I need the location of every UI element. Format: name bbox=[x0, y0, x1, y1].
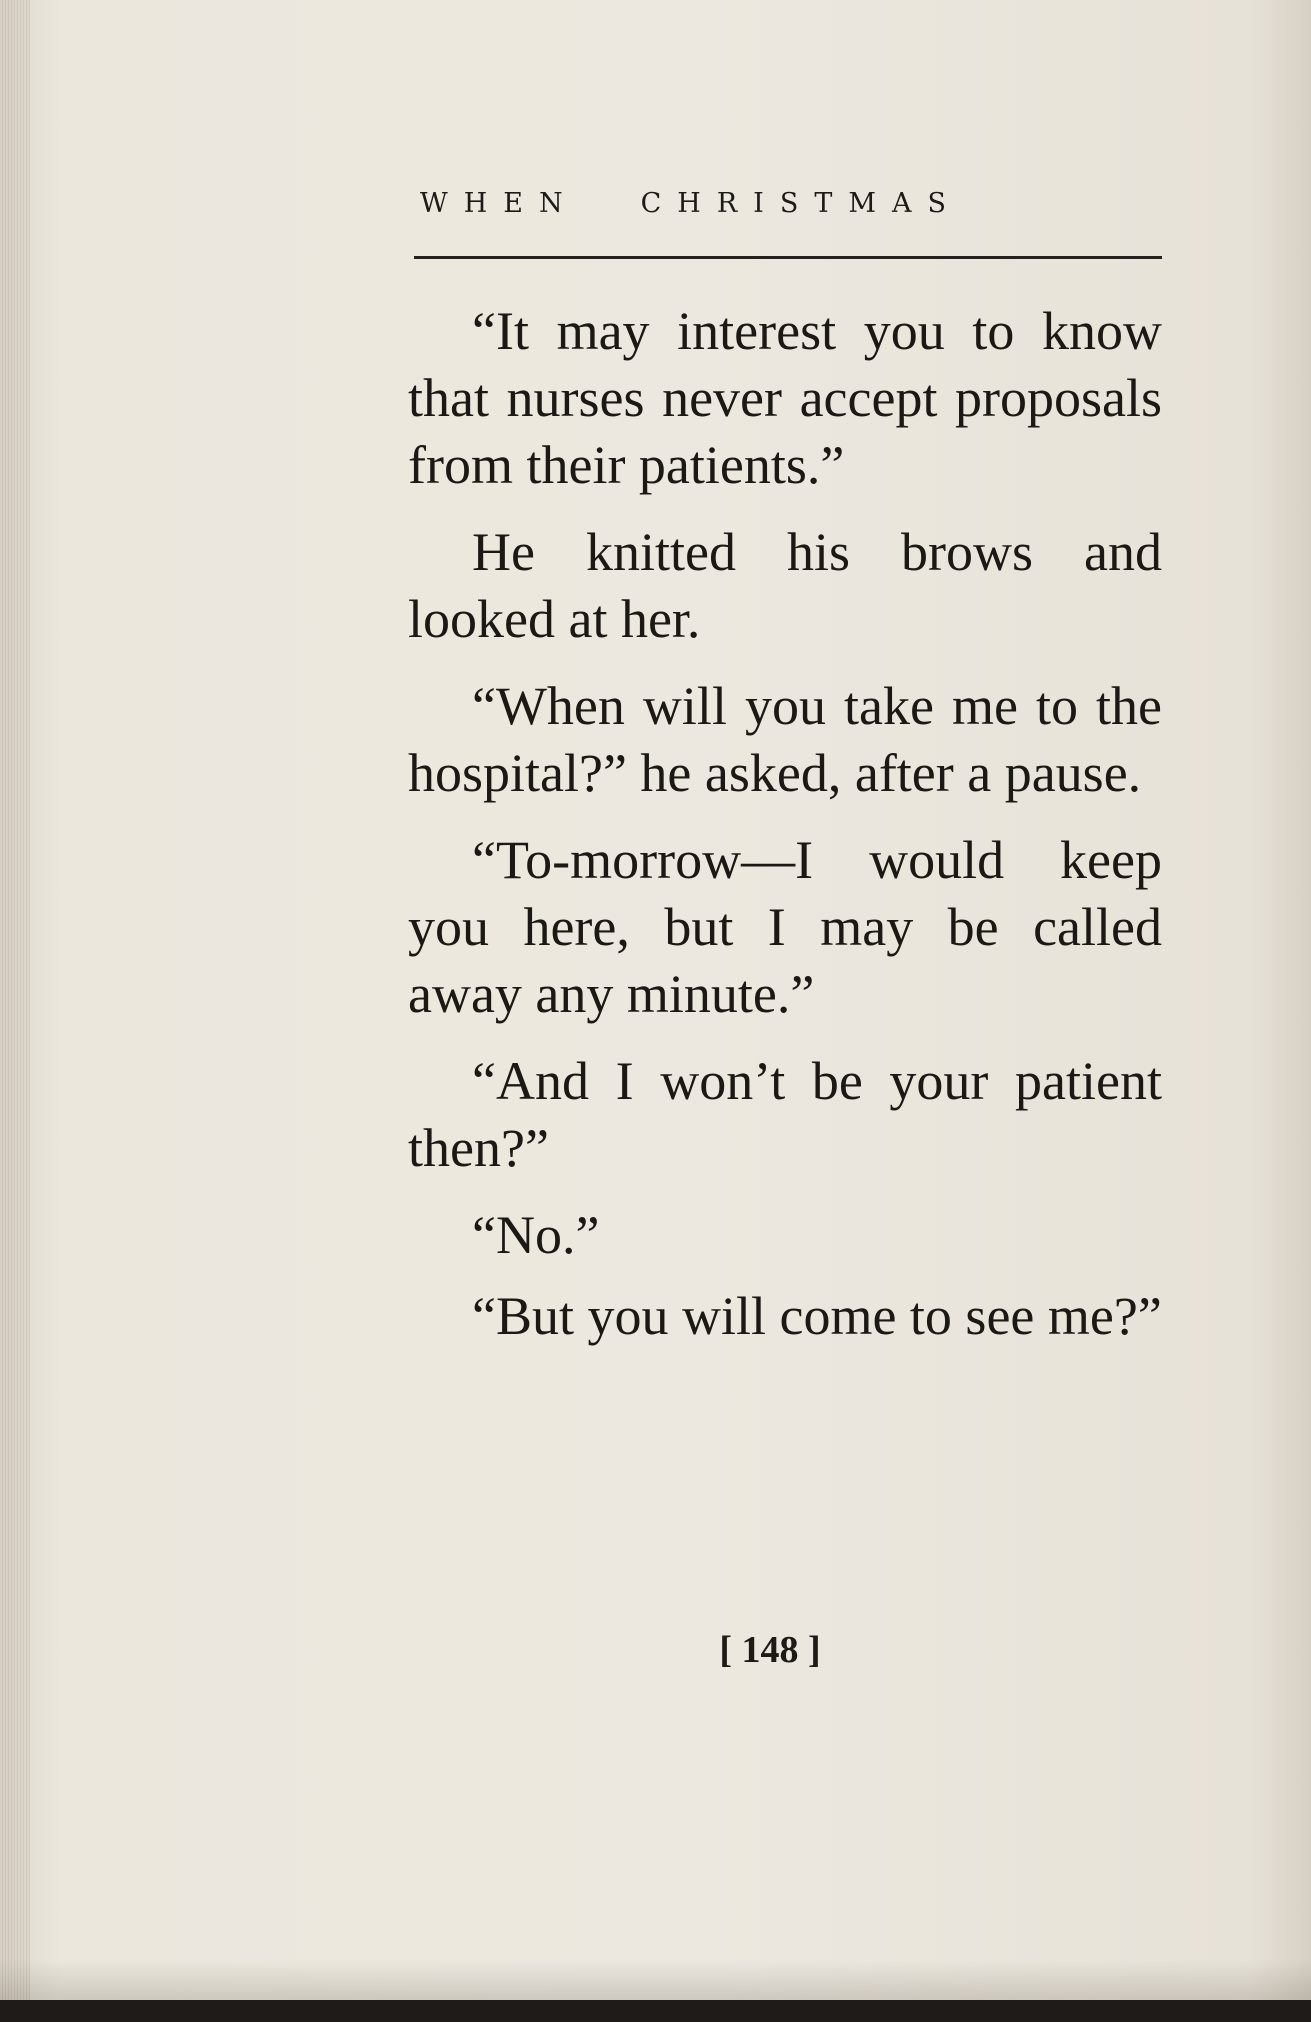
paragraph-2: He knitted his brows and looked at her. bbox=[408, 522, 1162, 649]
header-rule bbox=[414, 256, 1162, 259]
paragraph-4: “To-morrow—I would keep you here, but I may be called away any minute.” bbox=[408, 830, 1162, 1024]
paragraph-6: “No.” bbox=[472, 1205, 600, 1265]
paragraph-3: “When will you take me to the hospital?” he asked, after a pause. bbox=[408, 676, 1162, 803]
page-shadow bbox=[0, 1960, 1311, 2000]
running-head-word-2: CHRISTMAS bbox=[640, 188, 962, 219]
paragraph-7: “But you will come to see me?” bbox=[472, 1286, 1162, 1346]
running-head-word-1: WHEN bbox=[420, 188, 579, 219]
page-edges bbox=[0, 0, 30, 2000]
running-head bbox=[420, 188, 1180, 219]
paragraph-1: “It may interest you to know that nurses never accept proposals from their patients.” bbox=[408, 301, 1162, 495]
paragraph-5: “And I won’t be your patient then?” bbox=[408, 1051, 1162, 1178]
page-number: [ 148 ] bbox=[719, 1629, 821, 1671]
body-text bbox=[408, 298, 1162, 1370]
background-band bbox=[0, 2000, 1311, 2022]
